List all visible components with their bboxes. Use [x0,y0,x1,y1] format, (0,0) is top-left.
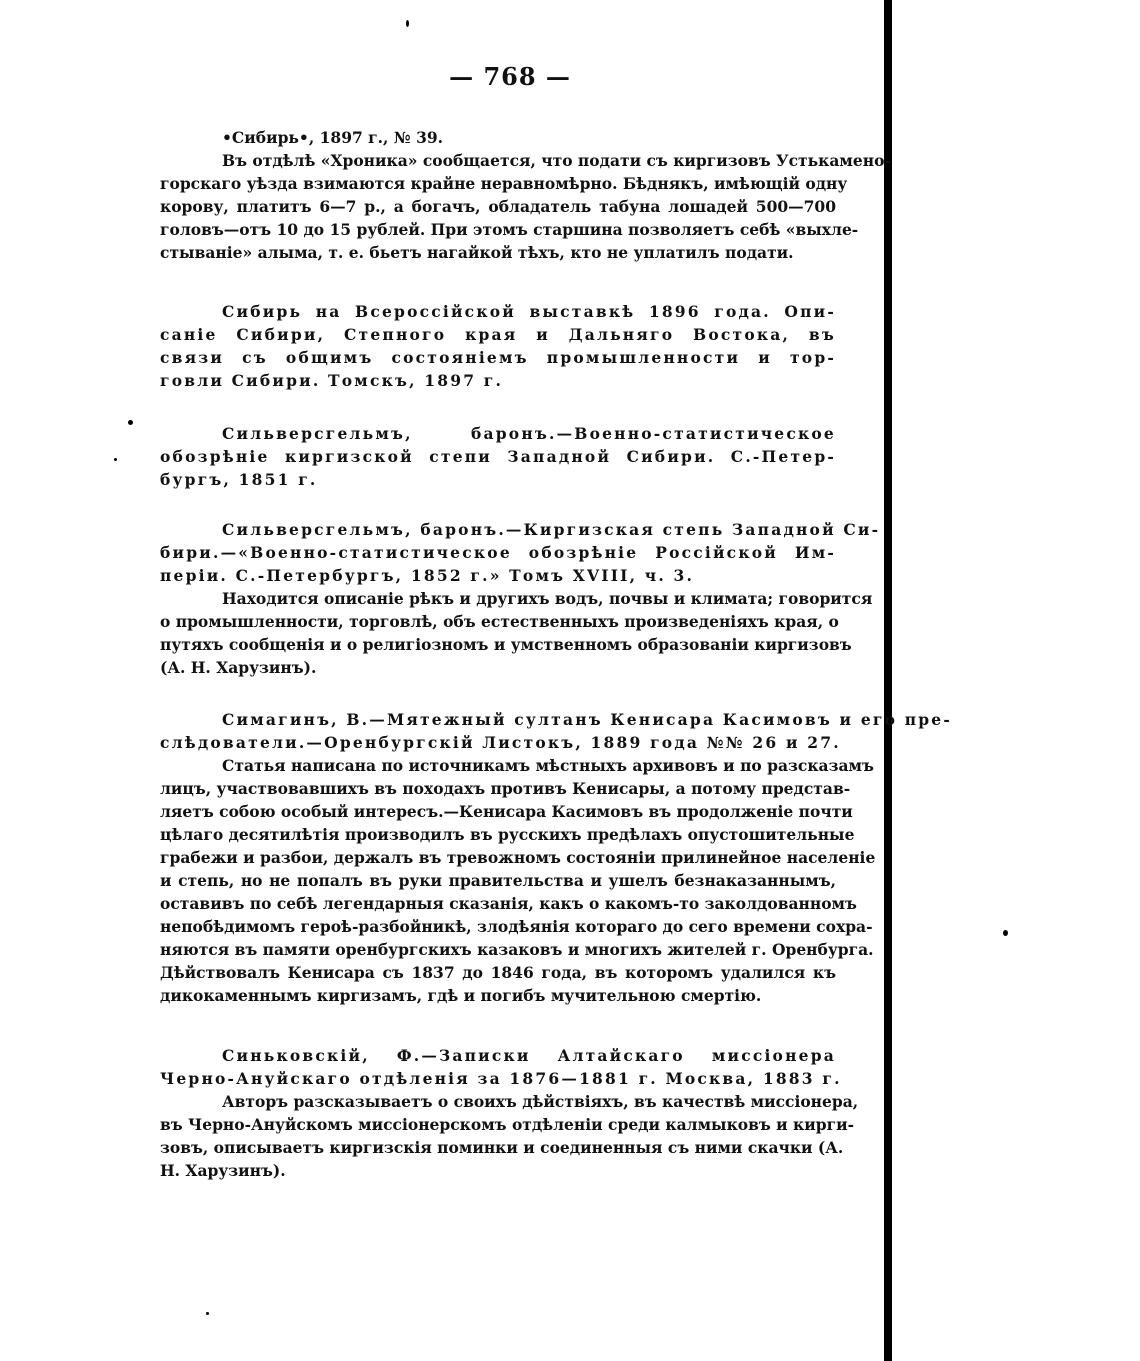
entry-heading-line: бири.—«Военно-статистическое обозрѣніе Россійской Им- [160,543,836,562]
scan-speck [1003,930,1008,936]
entry-heading-line: періи. С.-Петербургъ, 1852 г.» Томъ XVIII, ч. 3. [160,566,695,585]
entry-body-line: зовъ, описываетъ киргизскія поминки и соединенныя съ ними скачки (А. [160,1138,844,1157]
entry-body-line: головъ—отъ 10 до 15 рублей. При этомъ старшина позволяетъ себѣ «выхле- [160,220,859,239]
scan-edge-rule [884,0,892,1361]
entry-heading-line: обозрѣніе киргизской степи Западной Сибири. С.-Петер- [160,447,836,466]
entry-body-line: и степь, но не попалъ въ руки правительства и ушелъ безнаказаннымъ, [160,871,836,890]
scan-speck [128,420,133,425]
entry-body-line: ляетъ собою особый интересъ.—Кенисара Касимовъ въ продолженіе почти [160,802,853,821]
entry-body-line: путяхъ сообщенія и о религіозномъ и умственномъ образованіи киргизовъ [160,635,852,654]
entry-body-line: няются въ памяти оренбургскихъ казаковъ и многихъ жителей г. Оренбурга. [160,940,874,959]
entry-heading-line: говли Сибири. Томскъ, 1897 г. [160,371,504,390]
entry-heading-line: •Сибирь•, 1897 г., № 39. [222,128,444,147]
entry-body-line: Находится описаніе рѣкъ и другихъ водъ, почвы и климата; говорится [222,589,873,608]
entry-heading-line: саніе Сибири, Степного края и Дальняго Востока, въ [160,325,836,344]
entry-body-line: Н. Харузинъ). [160,1161,286,1180]
entry-sibir-1897 [160,126,891,264]
page-number: — 768 — [449,62,571,91]
scan-speck [406,20,409,27]
scan-speck [206,1312,209,1315]
entry-heading-line: бургъ, 1851 г. [160,470,318,489]
entry-body-line: корову, платитъ 6—7 р., а богачъ, обладатель табуна лошадей 500—700 [160,197,836,216]
entry-body-line: цѣлаго десятилѣтія производилъ въ русскихъ предѣлахъ опустошительные [160,825,855,844]
entry-heading-line: Черно-Ануйскаго отдѣленія за 1876—1881 г. Москва, 1883 г. [160,1069,842,1088]
entry-heading-line: слѣдователи.—Оренбургскій Листокъ, 1889 года №№ 26 и 27. [160,733,841,752]
entry-heading-line: Симагинъ, В.—Мятежный султанъ Кенисара Касимовъ и его пре- [222,710,952,729]
entry-body-line: Въ отдѣлѣ «Хроника» сообщается, что подати съ киргизовъ Устькамено- [222,151,891,170]
entry-silversgelm-1852 [160,518,881,679]
entry-body-line: непобѣдимомъ героѣ-разбойникѣ, злодѣянія котораго до сего времени сохра- [160,917,873,936]
scan-speck [114,458,117,461]
entry-silversgelm-1851 [160,422,836,491]
entry-heading-line: Сильверсгельмъ, баронъ.—Военно-статистическое [222,424,836,443]
entry-body-line: о промышленности, торговлѣ, объ естественныхъ произведеніяхъ края, о [160,612,839,631]
entry-sinkovsky [160,1044,859,1182]
entry-body-line: дикокаменнымъ киргизамъ, гдѣ и погибъ мучительною смертію. [160,986,762,1005]
entry-body-line: (А. Н. Харузинъ). [160,658,317,677]
entry-heading-line: Синьковскій, Ф.—Записки Алтайскаго миссіонера [222,1046,836,1065]
entry-heading-line: Сильверсгельмъ, баронъ.—Киргизская степь Западной Си- [222,520,881,539]
entry-body-line: грабежи и разбои, держалъ въ тревожномъ состояніи прилинейное населеніе [160,848,876,867]
entry-heading-line: связи съ общимъ состояніемъ промышленности и тор- [160,348,836,367]
entry-body-line: Статья написана по источникамъ мѣстныхъ архивовъ и по разсказамъ [222,756,874,775]
entry-body-line: горскаго уѣзда взимаются крайне неравномѣрно. Бѣднякъ, имѣющій одну [160,174,848,193]
entry-body-line: стываніе» алыма, т. е. бьетъ нагайкой тѣхъ, кто не уплатилъ подати. [160,243,794,262]
entry-body-line: лицъ, участвовавшихъ въ походахъ противъ Кенисары, а потому представ- [160,779,851,798]
entry-body-line: въ Черно-Ануйскомъ миссіонерскомъ отдѣленіи среди калмыковъ и кирги- [160,1115,855,1134]
entry-body-line: Авторъ разсказываетъ о своихъ дѣйствіяхъ, въ качествѣ миссіонера, [222,1092,859,1111]
entry-body-line: оставивъ по себѣ легендарныя сказанія, какъ о какомъ-то заколдованномъ [160,894,857,913]
entry-simagin [160,708,952,1007]
entry-body-line: Дѣйствовалъ Кенисара съ 1837 до 1846 года, въ которомъ удалился къ [160,963,836,982]
entry-sibir-vystavka [160,300,836,392]
entry-heading-line: Сибирь на Всероссійской выставкѣ 1896 года. Опи- [222,302,836,321]
